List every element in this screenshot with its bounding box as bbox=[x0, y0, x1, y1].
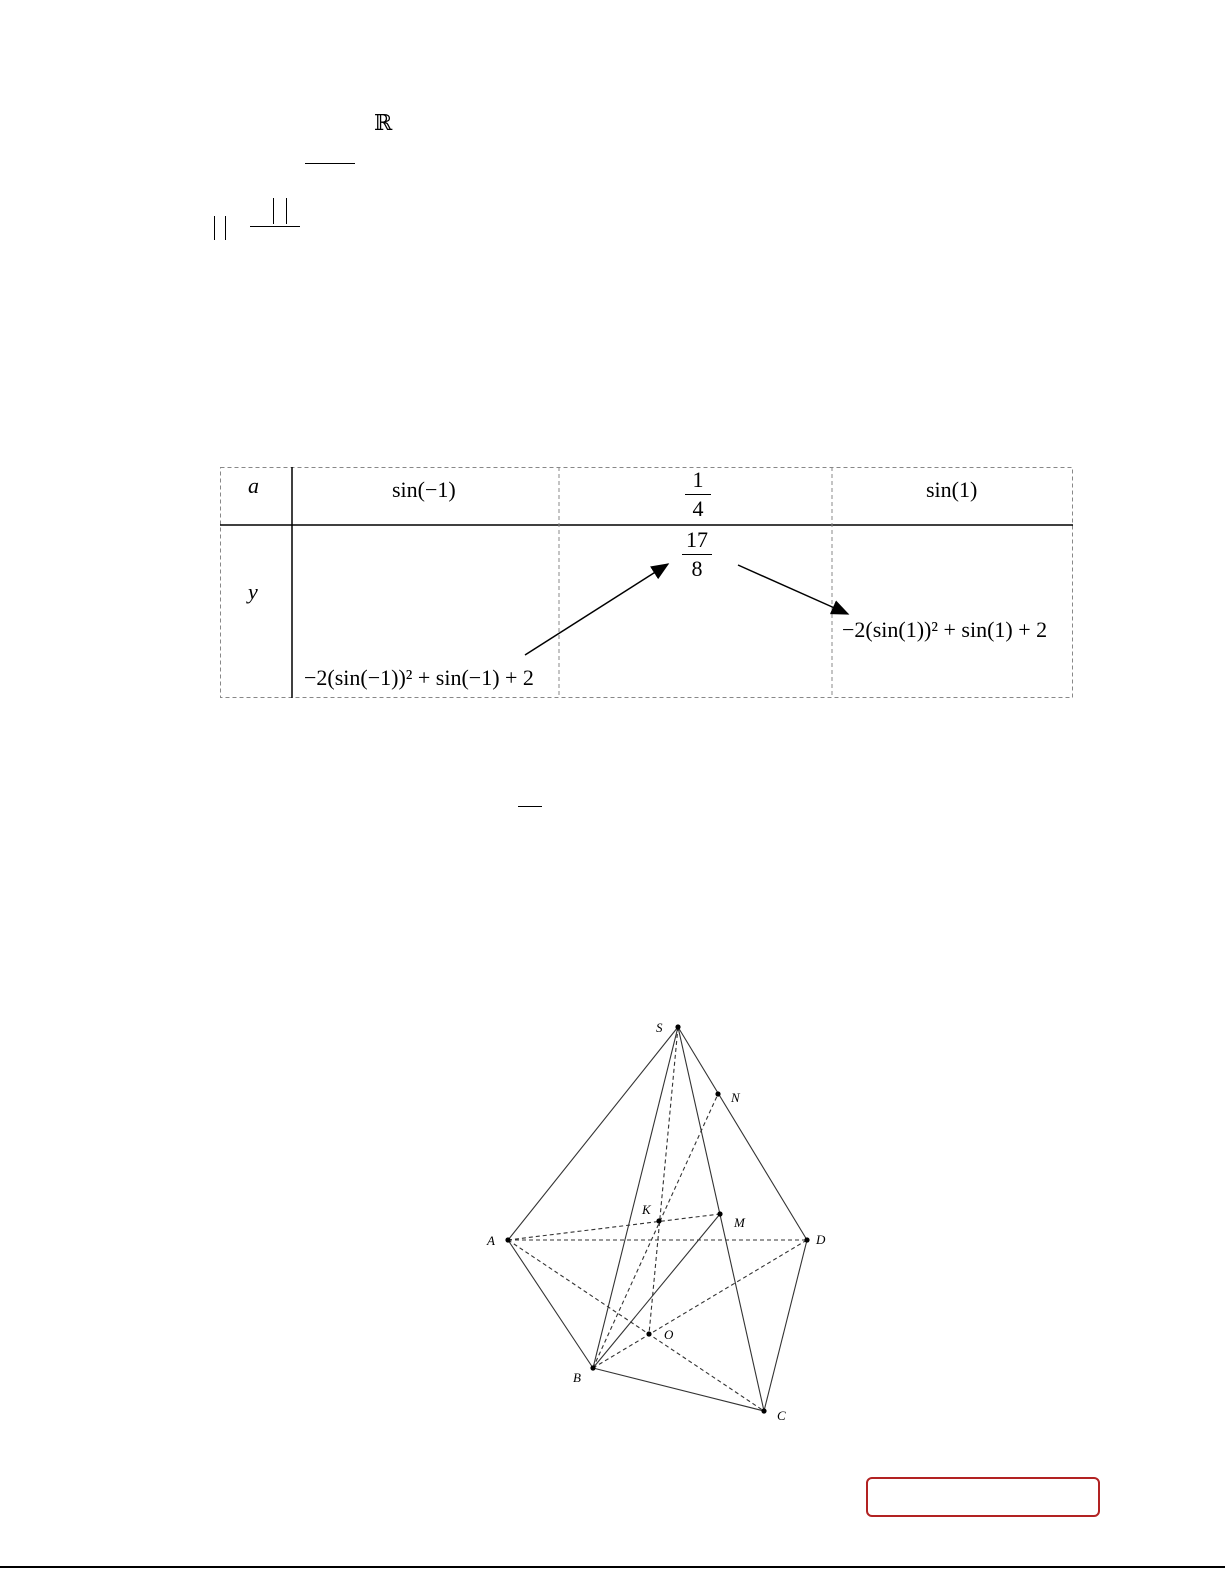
a-value-left: sin(−1) bbox=[392, 477, 456, 502]
label-B: B bbox=[573, 1370, 581, 1385]
abs-bar-left bbox=[273, 198, 274, 224]
y-value-right: −2(sin(1))² + sin(1) + 2 bbox=[842, 617, 1048, 642]
point-S bbox=[675, 1024, 680, 1029]
point-K bbox=[656, 1218, 661, 1223]
y-max-value bbox=[682, 528, 712, 581]
footer-badge-frame bbox=[866, 1477, 1100, 1517]
a-value-middle bbox=[685, 468, 711, 521]
abs-bar-right bbox=[225, 216, 226, 240]
label-O: O bbox=[664, 1327, 674, 1342]
edge-AB bbox=[508, 1240, 593, 1368]
label-K: K bbox=[642, 1202, 651, 1217]
segment-AM bbox=[508, 1214, 720, 1240]
segment-SO bbox=[649, 1027, 678, 1334]
point-D bbox=[804, 1237, 809, 1242]
fraction-bar bbox=[518, 806, 542, 807]
label-C: C bbox=[777, 1408, 786, 1423]
edge-CD bbox=[764, 1240, 807, 1411]
y-value-left: −2(sin(−1))² + sin(−1) + 2 bbox=[304, 665, 534, 690]
point-O bbox=[646, 1331, 651, 1336]
fraction-numerator: 1 bbox=[692, 467, 704, 492]
point-B bbox=[590, 1365, 595, 1370]
label-N: N bbox=[731, 1090, 740, 1105]
point-M bbox=[717, 1211, 722, 1216]
edge-SD bbox=[678, 1027, 807, 1240]
fraction-denominator: 8 bbox=[691, 556, 703, 582]
fraction-bar bbox=[305, 163, 355, 164]
label-A: A bbox=[487, 1233, 495, 1248]
label-S: S bbox=[656, 1020, 663, 1035]
label-M: M bbox=[734, 1215, 745, 1230]
footer-divider bbox=[0, 1566, 1225, 1568]
edge-SC bbox=[678, 1027, 764, 1411]
abs-bar-right bbox=[286, 198, 287, 224]
edge-SA bbox=[508, 1027, 678, 1240]
diagonal-BD bbox=[593, 1240, 807, 1368]
point-N bbox=[715, 1091, 720, 1096]
variation-table bbox=[220, 467, 1073, 698]
fraction-denominator: 4 bbox=[692, 496, 704, 522]
point-A bbox=[505, 1237, 510, 1242]
reals-symbol: ℝ bbox=[374, 110, 393, 135]
a-value-right: sin(1) bbox=[926, 477, 978, 502]
increasing-arrow bbox=[525, 564, 668, 655]
point-C bbox=[761, 1408, 766, 1413]
fraction-numerator: 17 bbox=[686, 527, 708, 552]
fraction-bar bbox=[250, 226, 300, 227]
row-label-a: a bbox=[248, 473, 259, 498]
abs-bar-left bbox=[214, 216, 215, 240]
segment-BN bbox=[593, 1094, 718, 1368]
edge-BC bbox=[593, 1368, 764, 1411]
row-label-y: y bbox=[248, 579, 258, 604]
pyramid-figure bbox=[470, 1005, 850, 1435]
label-D: D bbox=[816, 1232, 826, 1247]
diagonal-AC bbox=[508, 1240, 764, 1411]
